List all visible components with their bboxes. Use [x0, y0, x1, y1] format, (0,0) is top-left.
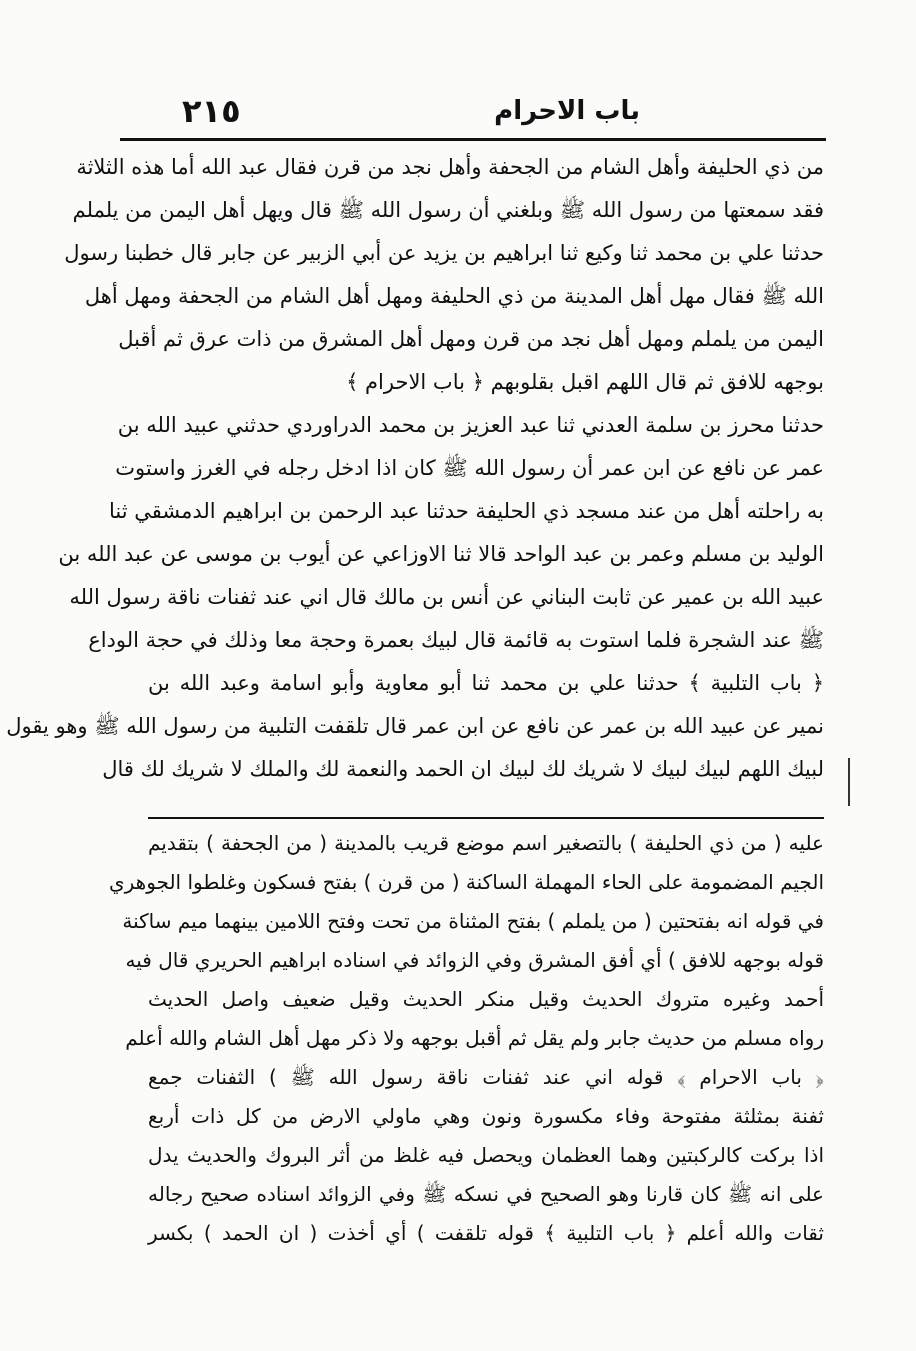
footnote-divider: [148, 817, 824, 819]
main-line: حدثنا محرز بن سلمة العدني ثنا عبد العزيز بن محمد الدراوردي حدثني عبيد الله بن: [117, 413, 824, 437]
main-line: ﴿ باب التلبية ﴾ حدثنا علي بن محمد ثنا أبو معاوية وأبو اسامة وعبد الله بن: [148, 671, 824, 695]
main-line: فقد سمعتها من رسول الله ﷺ وبلغني أن رسول الله ﷺ قال ويهل أهل اليمن من يلملم: [72, 198, 824, 222]
footnote-line: ﴿ باب الاحرام ﴾ قوله اني عند ثفنات ناقة رسول الله ﷺ ) الثفنات جمع: [148, 1065, 824, 1089]
main-line: عبيد الله بن عمير عن ثابت البناني عن أنس بن مالك قال اني عند ثفنات ناقة رسول الله: [69, 585, 824, 609]
main-line: من ذي الحليفة وأهل الشام من الجحفة وأهل نجد من قرن فقال عبد الله أما هذه الثلاثة: [76, 155, 824, 179]
footnote-line: ثفنة بمثلثة مفتوحة وفاء مكسورة ونون وهي ماولي الارض من كل ذات أربع: [148, 1104, 824, 1128]
main-line: الله ﷺ فقال مهل أهل المدينة من ذي الحليفة ومهل أهل الشام من الجحفة ومهل أهل: [84, 284, 824, 308]
footnote-line: الجيم المضمومة على الحاء المهملة الساكنة ( من قرن ) بفتح فسكون وغلطوا الجوهري: [108, 870, 824, 894]
footnote-line: في قوله انه بفتحتين ( من يلملم ) بفتح المثناة من تحت وفتح اللامين بينهما ميم ساكنة: [122, 909, 824, 933]
margin-mark: [848, 758, 850, 806]
main-line: عمر عن نافع عن ابن عمر أن رسول الله ﷺ كان اذا ادخل رجله في الغرز واستوت: [115, 456, 824, 480]
footnote-line: على انه ﷺ كان قارنا وهو الصحيح في نسكه ﷺ وفي الزوائد اسناده صحيح رجاله: [148, 1182, 824, 1206]
main-line: بوجهه للافق ثم قال اللهم اقبل بقلوبهم ﴿ باب الاحرام ﴾: [346, 370, 824, 394]
main-line: لبيك اللهم لبيك لبيك لا شريك لك لبيك ان الحمد والنعمة لك والملك لا شريك لك قال: [102, 757, 824, 781]
main-text-block: [6, 146, 824, 791]
footnote-line: عليه ( من ذي الحليفة ) بالتصغير اسم موضع قريب بالمدينة ( من الجحفة ) بتقديم: [148, 831, 824, 855]
header-divider: [120, 138, 826, 141]
footnote-line: اذا بركت كالركبتين وهما العظمان ويحصل فيه غلظ من أثر البروك والحديث يدل: [148, 1143, 824, 1167]
main-line: اليمن من يلملم ومهل أهل نجد من قرن ومهل أهل المشرق من ذات عرق ثم أقبل: [118, 327, 824, 351]
main-line: الوليد بن مسلم وعمر بن عبد الواحد قالا ثنا الاوزاعي عن أيوب بن موسى عن عبد الله بن: [58, 542, 824, 566]
footnote-line: قوله بوجهه للافق ) أي أفق المشرق وفي الزوائد في اسناده ابراهيم الحريري قال فيه: [125, 948, 824, 972]
chapter-title: باب الاحرام: [494, 96, 640, 126]
footnote-block: [108, 824, 824, 1253]
main-line: حدثنا علي بن محمد ثنا وكيع ثنا ابراهيم بن يزيد عن أبي الزبير عن جابر قال خطبنا رسول: [64, 241, 824, 265]
main-line: ﷺ عند الشجرة فلما استوت به قائمة قال لبيك بعمرة وحجة معا وذلك في حجة الوداع: [88, 628, 824, 652]
footnote-line: أحمد وغيره متروك الحديث وقيل منكر الحديث وقيل ضعيف واصل الحديث: [148, 987, 824, 1011]
main-line: به راحلته أهل من عند مسجد ذي الحليفة حدثنا عبد الرحمن بن ابراهيم الدمشقي ثنا: [109, 499, 824, 523]
main-line: نمير عن عبيد الله بن عمر عن نافع عن ابن عمر قال تلقفت التلبية من رسول الله ﷺ وهو يقول: [6, 714, 824, 738]
page-number: ٢١٥: [182, 92, 241, 130]
footnote-line: رواه مسلم من حديث جابر ولم يقل ثم أقبل بوجهه ولا ذكر مهل أهل الشام والله أعلم: [125, 1026, 824, 1050]
footnote-line: ثقات والله أعلم ﴿ باب التلبية ﴾ قوله تلقفت ) أي أخذت ( ان الحمد ) بكسر: [148, 1221, 824, 1245]
page-header: [120, 92, 820, 136]
